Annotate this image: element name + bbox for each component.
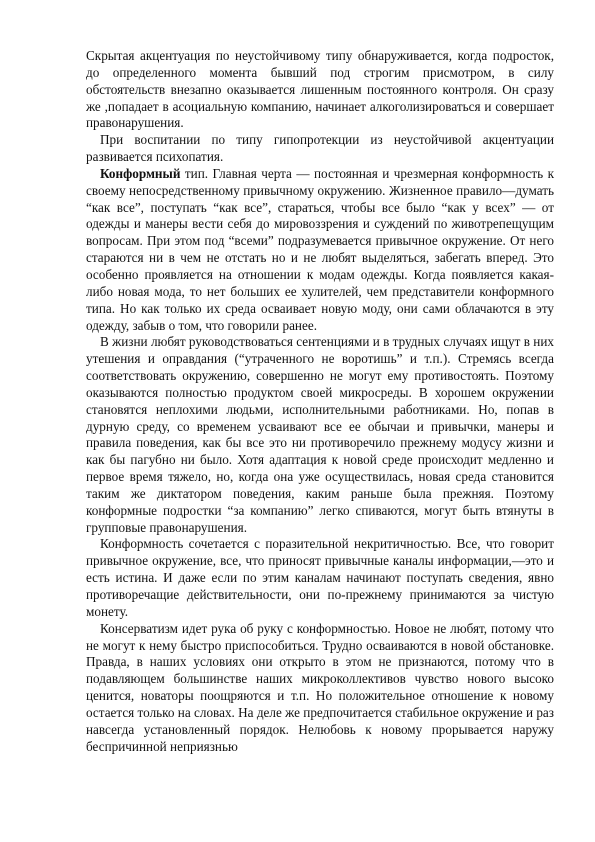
paragraph-conformal-type [86, 166, 554, 334]
paragraph-uncritical: Конформность сочетается с поразительной некритичностью. Все, что говорит привычное окружение, все, что приносят привычные каналы информации,—это и есть истина. И даже если по этим каналам начинают поступать сведения, явно противоречащие действительности, они по-прежнему принимаются за чистую монету. [86, 536, 554, 619]
paragraph-conservatism: Консерватизм идет рука об руку с конформностью. Новое не любят, потому что не могут к нему быстро приспособиться. Трудно осваиваются в новой обстановке. Правда, в наших условиях они открыто в этом не признаются, потому что в подавляющем большинстве наших микроколлективов чувство нового высоко ценится, новаторы поощряются и т.п. Но положительное отношение к новому остается только на словах. На деле же предпочитается стабильное окружение и раз навсегда установленный порядок. Нелюбовь к новому прорывается наружу беспричинной неприязнью [86, 620, 554, 754]
paragraph-hypoprotection: При воспитании по типу гипопротекции из неустойчивой акцентуации развивается психопатия. [86, 132, 554, 165]
paragraph-hidden-accentuation: Скрытая акцентуация по неустойчивому типу обнаруживается, когда подросток, до определенного момента бывший под строгим присмотром, в силу обстоятельств внезапно оказывается лишенным постоянного контроля. Он сразу же ,попадает в асоциальную компанию, начинает алкоголизироваться и совершает правонарушения. [86, 48, 554, 131]
paragraph-conformal-text: тип. Главная черта — постоянная и чрезмерная конформность к своему непосредственному привычному окружению. Жизненное правило—думать “как все”, поступать “как все”, стараться, чтобы все было “как у всех” — от одежды и манеры вести себя до мировоззрения и суждений по животрепещущим вопросам. При этом под “всеми” подразумевается привычное окружение. От него стараются ни в чем не отстать но и не любят выделяться, забегать вперед. Это особенно проявляется на отношении к модам одежды. Когда появляется какая-либо новая мода, то нет больших ее хулителей, чем представители конформного типа. Но как только их среда осваивает новую моду, они сами облачаются в эту одежду, забыв о том, что говорили ранее. [86, 165, 554, 333]
document-page [86, 48, 554, 755]
paragraph-sentences: В жизни любят руководствоваться сентенциями и в трудных случаях ищут в них утешения и оправдания (“утраченного не воротишь” и т.п.). Стремясь всегда соответствовать окружению, совершенно не могут ему противостоять. Поэтому оказываются полностью продуктом своей микросреды. В хорошем окружении становятся неплохими людьми, исполнительными работниками. Но, попав в дурную среду, со временем усваивают все ее обычаи и привычки, манеры и правила поведения, как бы все это ни противоречило прежнему модусу жизни и как бы пагубно ни было. Хотя адаптация к новой среде происходит медленно и первое время тяжело, но, когда она уже осуществилась, новая среда становится таким же диктатором поведения, каким раньше была прежняя. Поэтому конформные подростки “за компанию” легко спиваются, могут быть втянуты в групповые правонарушения. [86, 334, 554, 535]
type-term-conformal: Конформный [100, 165, 181, 181]
